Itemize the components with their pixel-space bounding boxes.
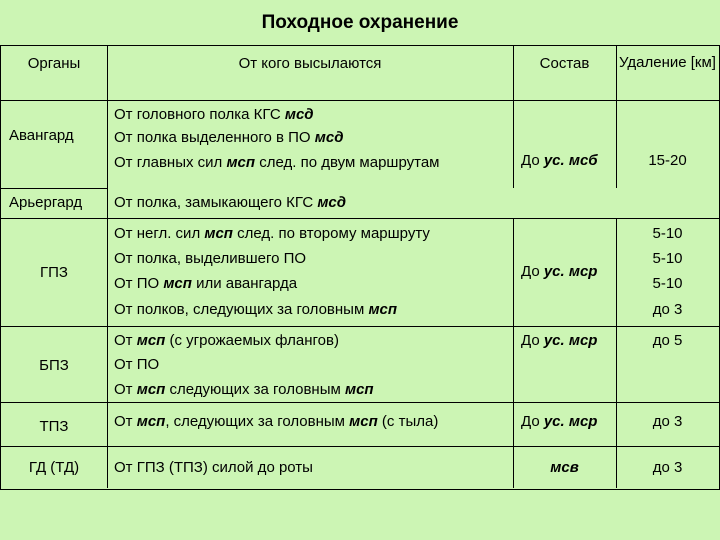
distance-bpz: до 5 [652,332,683,349]
header-organs: Органы [27,55,81,72]
organ-arergard: Арьергард [9,194,83,211]
organ-avangard: Авангард [9,127,74,144]
from-line: От ГПЗ (ТПЗ) силой до роты [114,459,313,476]
composition-gd: мсв [550,459,579,476]
row-divider [1,218,719,219]
from-line: От полка выделенного в ПО мсд [114,129,344,146]
column-divider [107,46,108,488]
from-line: От мсп (с угрожаемых флангов) [114,332,339,349]
guard-table [0,45,720,490]
row-divider [1,100,719,101]
distance-gpz: 5-10 [652,275,683,292]
from-line: От ПО мсп или авангарда [114,275,298,292]
organ-bpz: БПЗ [39,357,69,374]
row-divider [1,326,719,327]
from-line: От главных сил мсп след. по двум маршрутам [114,154,440,171]
row-divider [1,402,719,403]
composition-avangard: До ус. мсб [521,152,598,169]
distance-tpz: до 3 [652,413,683,430]
organ-tpz: ТПЗ [39,418,69,435]
header-distance: Удаление [км] [619,54,716,71]
organ-gd: ГД (ТД) [28,459,80,476]
header-from-whom: От кого высылаются [238,55,382,72]
organ-gpz: ГПЗ [40,264,68,281]
from-line: От полка, замыкающего КГС мсд [114,194,347,211]
column-divider [513,218,514,488]
from-line: От мсп следующих за головным мсп [114,381,374,398]
from-line: От ПО [114,356,160,373]
distance-gpz: до 3 [652,301,683,318]
header-composition: Состав [539,55,590,72]
distance-avangard: 15-20 [648,152,687,169]
from-line: От мсп, следующих за головным мсп (с тыла) [114,413,439,430]
from-line: От головного полка КГС мсд [114,106,314,123]
from-line: От негл. сил мсп след. по второму маршруту [114,225,430,242]
composition-gpz: До ус. мср [521,263,598,280]
page-title: Походное охранение [261,12,459,33]
row-divider [1,446,719,447]
distance-gpz: 5-10 [652,225,683,242]
composition-tpz: До ус. мср [521,413,598,430]
distance-gpz: 5-10 [652,250,683,267]
from-line: От полка, выделившего ПО [114,250,307,267]
distance-gd: до 3 [652,459,683,476]
row-divider [1,188,107,189]
from-line: От полков, следующих за головным мсп [114,301,398,318]
composition-bpz: До ус. мср [521,332,598,349]
